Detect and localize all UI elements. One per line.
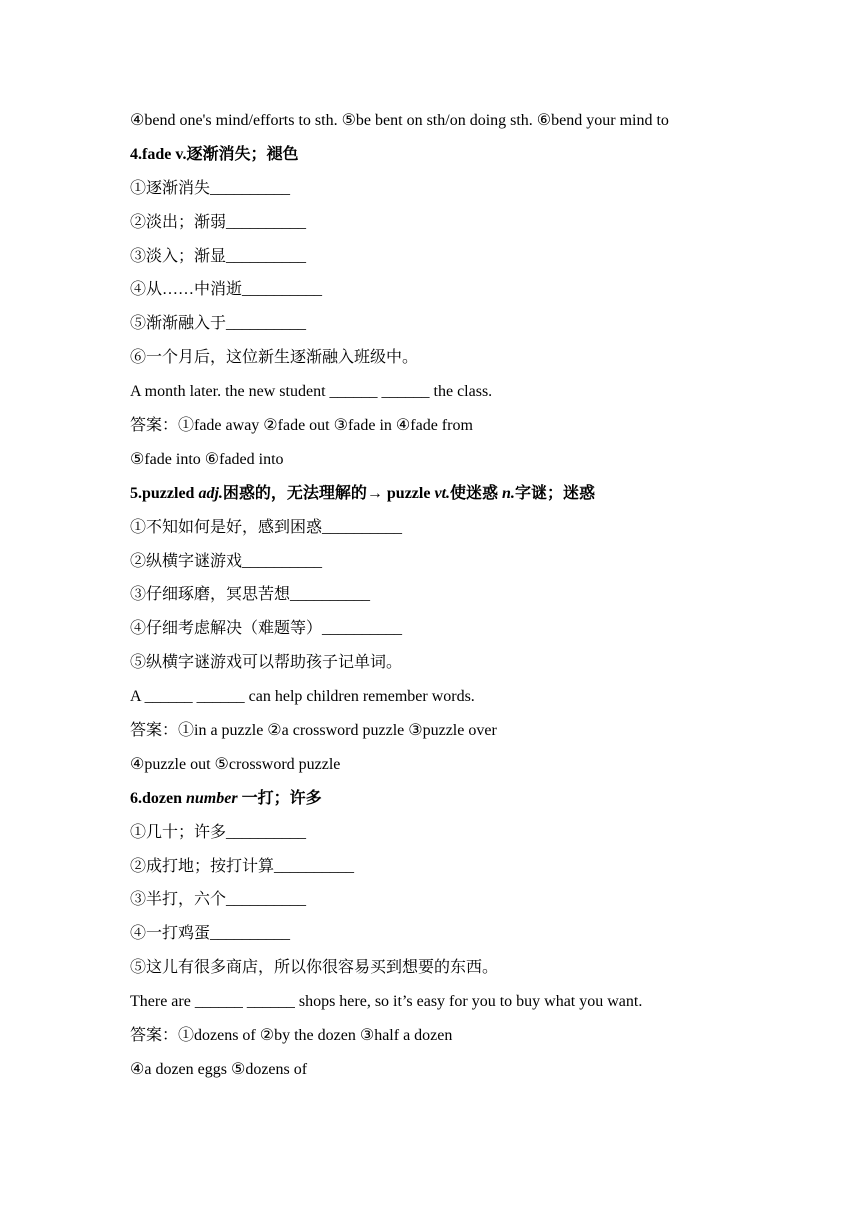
- text-line: A ______ ______ can help children remember words.: [130, 688, 475, 706]
- answer-line: 答案：①fade away ②fade out ③fade in ④fade from: [130, 417, 473, 435]
- heading-part: 使迷惑: [450, 484, 503, 502]
- text-line: ④仔细考虑解决（难题等）__________: [130, 620, 403, 638]
- text-line: ②成打地；按打计算__________: [130, 857, 355, 875]
- answer-line: ⑤fade into ⑥faded into: [130, 450, 284, 468]
- heading-part: n.: [502, 484, 515, 502]
- heading-part: 5.puzzled: [130, 484, 199, 502]
- text-line: ④从……中消逝__________: [130, 281, 323, 299]
- section-heading-dozen: [130, 782, 810, 816]
- text-line: ⑥一个月后，这位新生逐渐融入班级中。: [130, 349, 419, 367]
- answer-line: ④a dozen eggs ⑤dozens of: [130, 1060, 308, 1078]
- text-line: ③仔细琢磨，冥思苦想__________: [130, 586, 371, 604]
- text-line: ③半打，六个__________: [130, 891, 307, 909]
- text-line: ④bend one's mind/efforts to sth. ⑤be bent on sth/on doing sth. ⑥bend your mind to: [130, 112, 669, 129]
- text-line: ①逐渐消失__________: [130, 179, 291, 197]
- heading-part: number: [186, 789, 238, 807]
- text-line: ⑤渐渐融入于__________: [130, 315, 307, 333]
- text-line: ④一打鸡蛋__________: [130, 925, 291, 943]
- heading-part: adj.: [198, 484, 223, 502]
- heading-part: 一打；许多: [237, 789, 322, 807]
- answer-line: ④puzzle out ⑤crossword puzzle: [130, 755, 341, 773]
- heading-part: 困惑的，无法理解的→ puzzle: [222, 484, 435, 502]
- text-line: ⑤这儿有很多商店，所以你很容易买到想要的东西。: [130, 959, 499, 977]
- heading-part: 6.dozen: [130, 789, 186, 807]
- heading-part: vt.: [434, 484, 451, 502]
- section-heading-puzzled: [130, 477, 810, 511]
- text-line: ③淡入；渐显__________: [130, 247, 307, 265]
- section-heading-fade: 4.fade v.逐渐消失；褪色: [130, 145, 299, 163]
- answer-line: 答案：①in a puzzle ②a crossword puzzle ③puzzle over: [130, 722, 497, 740]
- document-page: [130, 104, 810, 1087]
- text-line: A month later. the new student ______ ______ the class.: [130, 383, 493, 401]
- text-line: ①不知如何是好，感到困惑__________: [130, 518, 403, 536]
- text-line: There are ______ ______ shops here, so it’s easy for you to buy what you want.: [130, 993, 643, 1011]
- text-line: ⑤纵横字谜游戏可以帮助孩子记单词。: [130, 654, 403, 672]
- answer-line: 答案：①dozens of ②by the dozen ③half a dozen: [130, 1027, 453, 1045]
- text-line: ②淡出；渐弱__________: [130, 213, 307, 231]
- heading-part: 字谜；迷惑: [514, 484, 595, 502]
- text-line: ②纵横字谜游戏__________: [130, 552, 323, 570]
- text-line: ①几十；许多__________: [130, 823, 307, 841]
